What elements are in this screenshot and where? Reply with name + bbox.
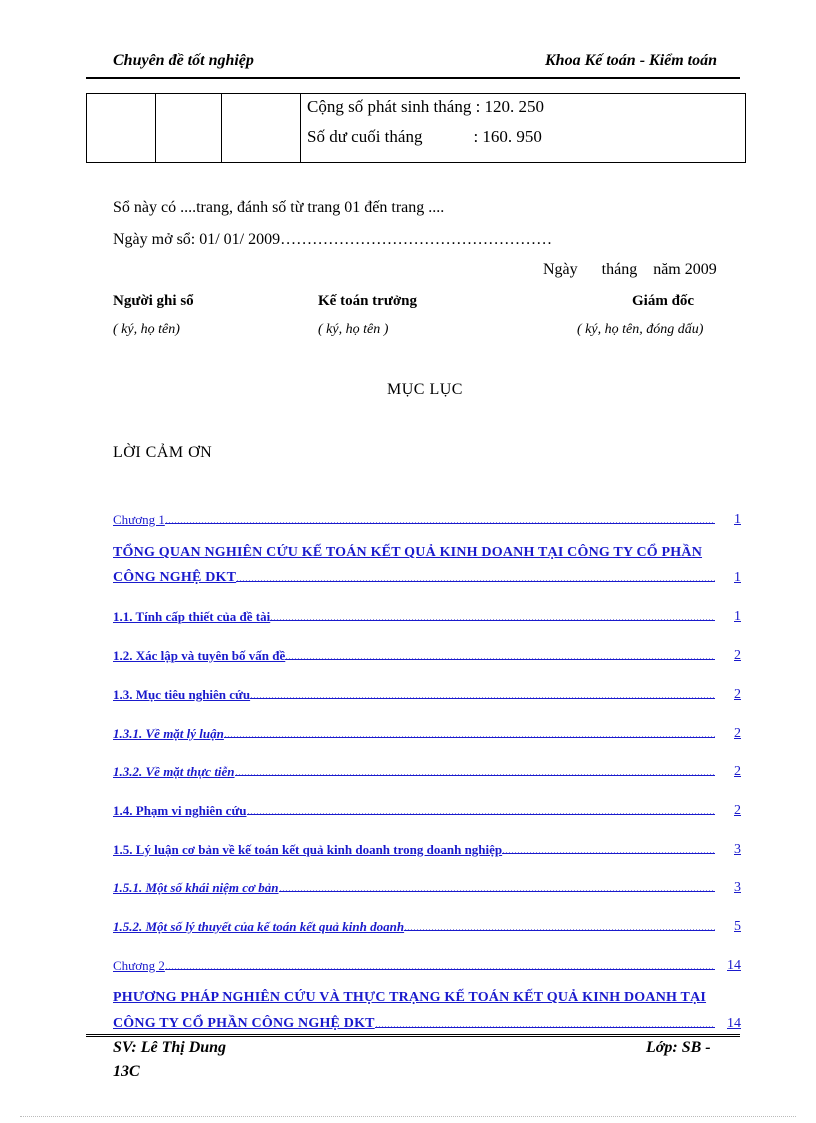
toc-item[interactable] [113,954,741,974]
pages-note: Sổ này có ....trang, đánh số từ trang 01 đến trang .... [113,199,445,216]
toc-item-label[interactable]: 1.3.2. Về mặt thực tiễn [113,764,235,779]
open-date-note: Ngày mở sổ: 01/ 01/ 2009…………………………………………… [113,231,553,248]
toc-item-label[interactable]: 1.5.2. Một số lý thuyết của kế toán kết quả kinh doanh [113,919,405,934]
toc-item[interactable] [113,876,741,896]
toc-item[interactable] [113,838,741,858]
toc-item-page[interactable]: 1 [734,609,741,624]
ledger-total-line: Cộng số phát sinh tháng : 120. 250 [307,97,545,116]
date-line: Ngày tháng năm 2009 [543,261,717,278]
toc-item-label[interactable]: 1.1. Tính cấp thiết của đề tài [113,609,271,624]
toc-item[interactable] [113,799,741,819]
thanks-heading: LỜI CẢM ƠN [113,444,213,461]
toc-item-page[interactable]: 1 [734,570,741,585]
toc-leader [279,890,715,892]
toc-item[interactable] [113,1012,741,1032]
toc-item-page[interactable]: 2 [734,726,741,741]
toc-item-page[interactable]: 5 [734,919,741,934]
toc-item-page[interactable]: 14 [727,958,741,973]
page-edge-rule [20,1116,796,1117]
toc-item[interactable] [113,605,741,625]
footer-student: SV: Lê Thị Dung [113,1039,227,1056]
toc-leader [250,697,715,699]
toc-leader [224,736,715,738]
toc-item-page[interactable]: 2 [734,803,741,818]
toc-item-page[interactable]: 1 [734,512,741,527]
toc-item[interactable] [113,760,741,780]
signature-title-recorder: Người ghi sổ [113,293,194,309]
toc-item-label[interactable]: Chương 2 [113,958,165,973]
toc-item-page[interactable]: 3 [734,842,741,857]
toc-item-label[interactable]: Chương 1 [113,512,165,527]
toc-leader [235,774,715,776]
toc-item-page[interactable]: 14 [727,1016,741,1031]
toc-leader [404,929,715,931]
signature-note-recorder: ( ký, họ tên) [113,322,180,337]
toc-item-label-line2[interactable]: CÔNG TY CỔ PHẦN CÔNG NGHỆ DKT [113,1016,375,1031]
ledger-balance-line: Số dư cuối tháng : 160. 950 [307,127,542,146]
toc-item-label[interactable]: 1.5. Lý luận cơ bản về kế toán kết quả kinh doanh trong doanh nghiệp [113,842,503,857]
header-right: Khoa Kế toán - Kiểm toán [545,52,718,69]
toc-item-label-line2[interactable]: CÔNG NGHỆ DKT [113,570,237,585]
toc-item-label[interactable]: 1.3. Mục tiêu nghiên cứu [113,687,251,702]
toc-leader [165,968,715,970]
footer-class-label: Lớp: SB - [646,1039,711,1056]
toc-item-page[interactable]: 3 [734,880,741,895]
toc-leader [375,1026,715,1028]
toc-item-page[interactable]: 2 [734,764,741,779]
signature-note-director: ( ký, họ tên, đóng dấu) [577,322,704,337]
toc-leader [502,852,715,854]
toc-item[interactable] [113,644,741,664]
toc-leader [165,522,715,524]
toc-item[interactable] [113,722,741,742]
toc-item-label-line1[interactable]: TỔNG QUAN NGHIÊN CỨU KẾ TOÁN KẾT QUẢ KINH DOANH TẠI CÔNG TY CỔ PHẦN [113,545,703,560]
toc-leader [236,580,715,582]
toc-item-label-line1[interactable]: PHƯƠNG PHÁP NGHIÊN CỨU VÀ THỰC TRẠNG KẾ TOÁN KẾT QUẢ KINH DOANH TẠI [113,990,707,1005]
toc-item-label[interactable]: 1.3.1. Về mặt lý luận [113,726,224,741]
signature-note-chief-accountant: ( ký, họ tên ) [318,322,389,337]
toc-leader [247,813,716,815]
toc-item[interactable] [113,508,741,528]
toc-item-page[interactable]: 2 [734,687,741,702]
footer-class-code: 13C [113,1063,140,1080]
toc-item[interactable] [113,915,741,935]
header-left: Chuyên đề tốt nghiệp [113,52,254,69]
toc-item-label[interactable]: 1.4. Phạm vi nghiên cứu [113,803,247,818]
toc-leader [270,619,715,621]
toc-item[interactable] [113,566,741,586]
signature-title-director: Giám đốc [632,293,695,309]
toc-item-label[interactable]: 1.5.1. Một số khái niệm cơ bản [113,880,279,895]
toc-title: MỤC LỤC [387,381,463,398]
toc-item-page[interactable]: 2 [734,648,741,663]
toc-leader [285,658,715,660]
toc-item-label[interactable]: 1.2. Xác lập và tuyên bố vấn đề [113,648,286,663]
toc-item[interactable] [113,683,741,703]
signature-title-chief-accountant: Kế toán trưởng [318,293,417,309]
toc-list [113,0,741,1123]
